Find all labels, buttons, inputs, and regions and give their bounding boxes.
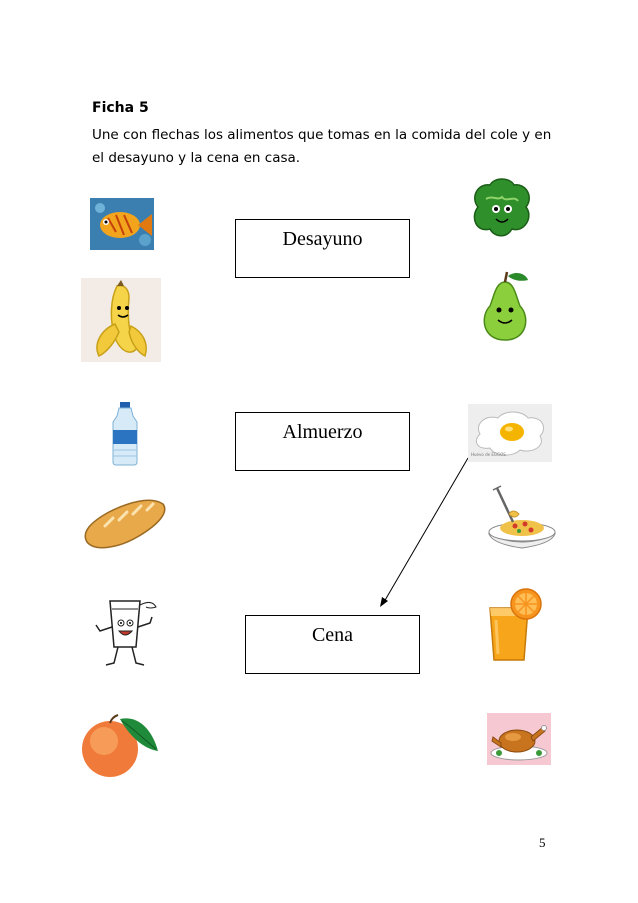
dinner-label: Cena <box>311 624 354 646</box>
orange-juice-icon[interactable] <box>484 588 548 664</box>
worksheet-title: Ficha 5 <box>92 100 149 116</box>
worksheet-instruction: Une con flechas los alimentos que tomas en la comida del cole y en el desayuno y la cena en casa. <box>92 127 552 166</box>
roast-chicken-icon[interactable] <box>487 713 551 765</box>
page-number: 5 <box>539 835 546 850</box>
pear-icon[interactable] <box>476 268 534 344</box>
egg-caption: Huevo de EGGOS <box>471 452 506 457</box>
banana-icon[interactable] <box>81 278 161 362</box>
fried-egg-icon[interactable] <box>468 404 552 462</box>
milk-glass-icon[interactable] <box>90 597 166 669</box>
fish-icon[interactable] <box>90 198 154 250</box>
water-bottle-icon[interactable] <box>107 402 143 466</box>
breakfast-label: Desayuno <box>282 228 363 250</box>
lettuce-icon[interactable] <box>468 177 536 239</box>
peach-icon[interactable] <box>80 711 160 781</box>
bread-icon[interactable] <box>79 492 169 554</box>
pasta-plate-icon[interactable] <box>485 484 559 554</box>
lunch-label: Almuerzo <box>282 421 363 443</box>
